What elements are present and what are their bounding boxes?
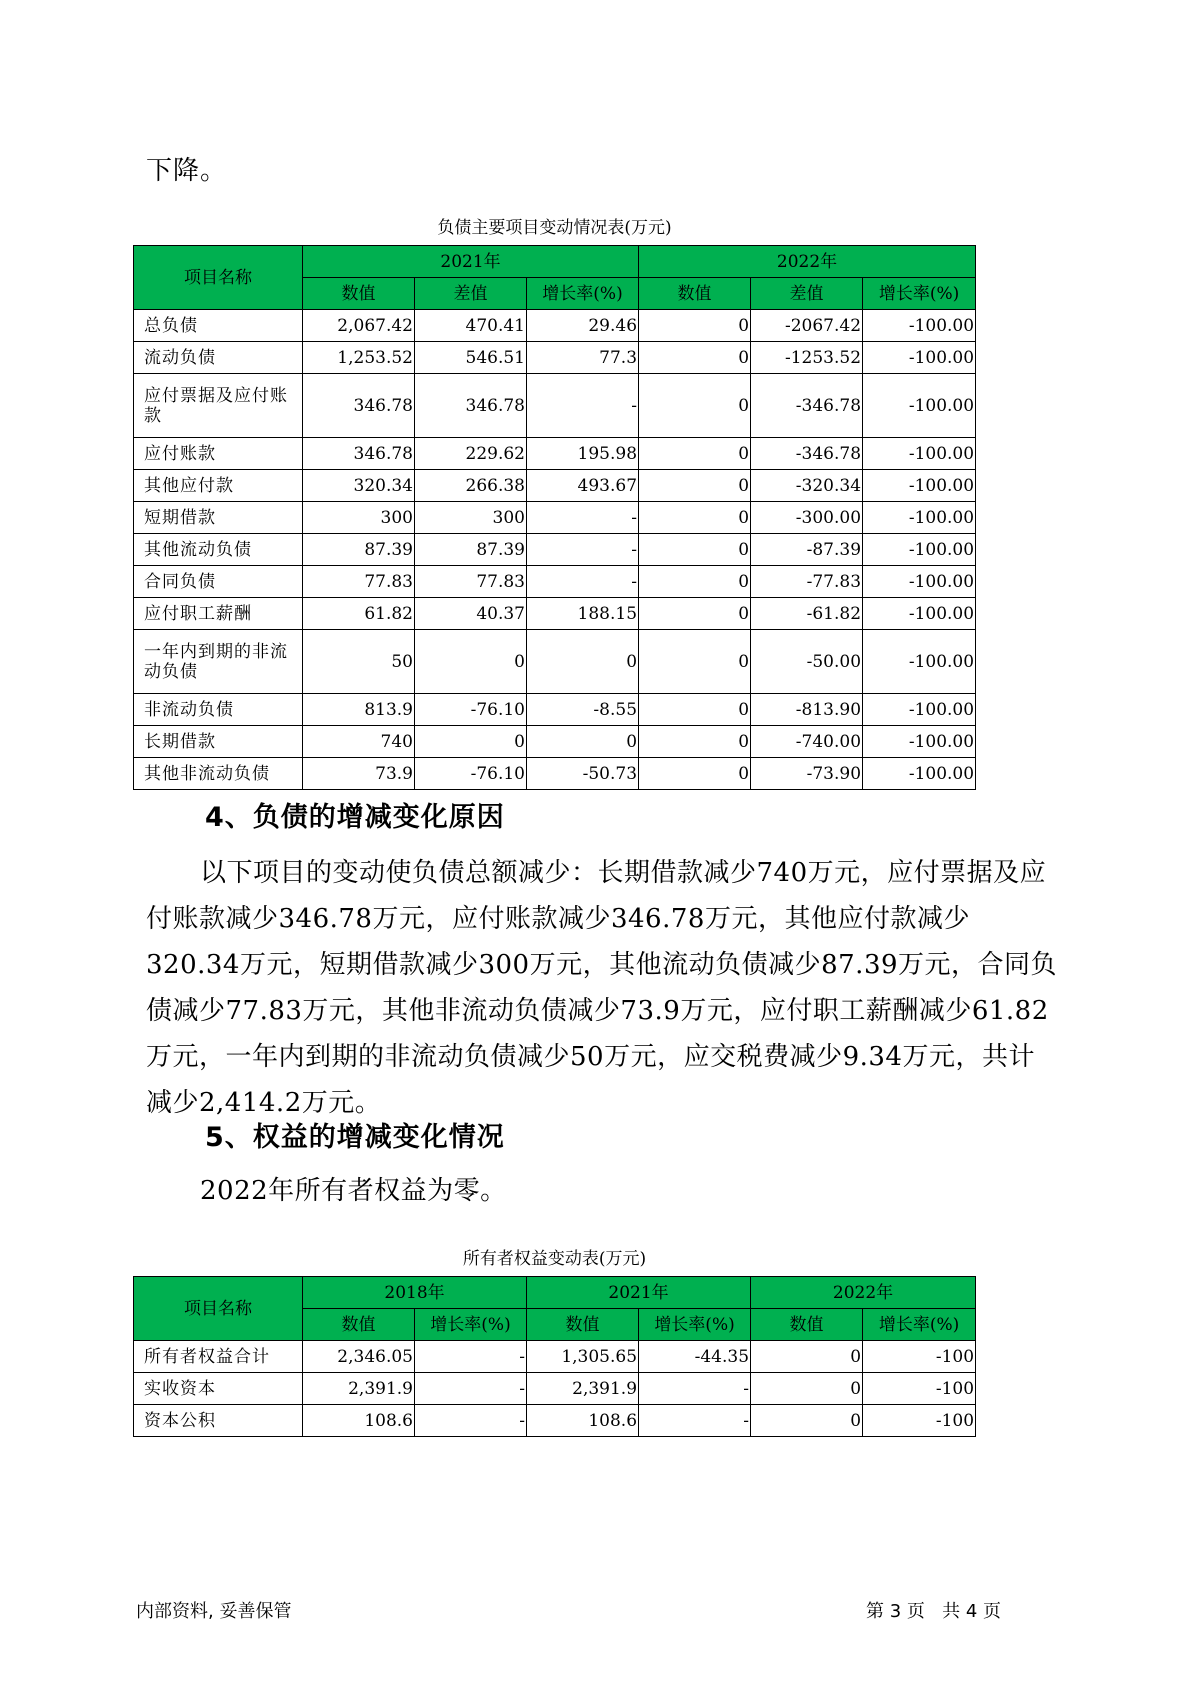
row-item-name: 应付职工薪酬 (134, 598, 303, 630)
row-item-name: 长期借款 (134, 726, 303, 758)
row-cell: 29.46 (527, 310, 639, 342)
row-cell: 470.41 (415, 310, 527, 342)
row-cell: 813.9 (303, 694, 415, 726)
subheader-diff: 差值 (751, 278, 863, 310)
row-cell: 0 (639, 374, 751, 438)
row-cell: - (527, 566, 639, 598)
row-cell: 320.34 (303, 470, 415, 502)
row-item-name: 所有者权益合计 (134, 1341, 303, 1373)
table-header-row (134, 1277, 976, 1309)
subheader-growth: 增长率(%) (863, 278, 976, 310)
subheader-growth: 增长率(%) (863, 1309, 976, 1341)
table-header-row (134, 246, 976, 278)
row-cell: -100.00 (863, 758, 976, 790)
row-cell: 195.98 (527, 438, 639, 470)
row-item-name: 短期借款 (134, 502, 303, 534)
row-cell: -61.82 (751, 598, 863, 630)
table-row (134, 630, 976, 694)
row-cell: - (415, 1341, 527, 1373)
row-cell: -100.00 (863, 630, 976, 694)
row-cell: -346.78 (751, 438, 863, 470)
row-cell: - (415, 1373, 527, 1405)
row-cell: 0 (527, 726, 639, 758)
row-cell: -100.00 (863, 726, 976, 758)
row-cell: 0 (639, 310, 751, 342)
row-cell: 300 (303, 502, 415, 534)
section5-paragraph: 2022年所有者权益为零。 (200, 1176, 507, 1206)
table-row (134, 1373, 976, 1405)
row-cell: 77.83 (303, 566, 415, 598)
row-cell: - (639, 1405, 751, 1437)
row-cell: -320.34 (751, 470, 863, 502)
table-row (134, 310, 976, 342)
row-cell: -1253.52 (751, 342, 863, 374)
row-item-name: 流动负债 (134, 342, 303, 374)
table-row (134, 470, 976, 502)
row-cell: -100.00 (863, 566, 976, 598)
row-cell: 2,391.9 (303, 1373, 415, 1405)
liabilities-table (133, 245, 976, 790)
row-cell: -50.00 (751, 630, 863, 694)
row-cell: 0 (639, 694, 751, 726)
table-row (134, 694, 976, 726)
footer-confidential: 内部资料, 妥善保管 (136, 1601, 292, 1622)
subheader-growth: 增长率(%) (527, 278, 639, 310)
row-cell: -8.55 (527, 694, 639, 726)
row-cell: 2,391.9 (527, 1373, 639, 1405)
row-cell: - (527, 374, 639, 438)
row-cell: -100.00 (863, 598, 976, 630)
section4-paragraph: 以下项目的变动使负债总额减少：长期借款减少740万元，应付票据及应付账款减少346.78万元，应付账款减少346.78万元，其他应付款减少320.34万元，短期借款减少300万元，其他流动负债减少87.39万元，合同负债减少77.83万元，其他非流动负债减少73.9万元，应付职工薪酬减少61.82万元，一年内到期的非流动负债减少50万元，应交税费减少9.34万元，共计减少2,414.2万元。 (146, 858, 1058, 1118)
row-cell: 0 (415, 630, 527, 694)
table-row (134, 374, 976, 438)
row-cell: -44.35 (639, 1341, 751, 1373)
row-cell: 546.51 (415, 342, 527, 374)
row-item-name: 资本公积 (134, 1405, 303, 1437)
subheader-growth: 增长率(%) (415, 1309, 527, 1341)
row-cell: -100.00 (863, 374, 976, 438)
row-cell: 0 (639, 534, 751, 566)
row-item-name: 总负债 (134, 310, 303, 342)
row-cell: 0 (639, 342, 751, 374)
row-cell: -740.00 (751, 726, 863, 758)
table1-section (133, 213, 976, 790)
table2-caption: 所有者权益变动表(万元) (462, 1249, 647, 1269)
row-cell: 77.3 (527, 342, 639, 374)
header-year-2021: 2021年 (527, 1277, 751, 1309)
row-item-name: 合同负债 (134, 566, 303, 598)
row-cell: 77.83 (415, 566, 527, 598)
subheader-growth: 增长率(%) (639, 1309, 751, 1341)
row-item-name: 其他流动负债 (134, 534, 303, 566)
row-cell: 0 (415, 726, 527, 758)
row-cell: 40.37 (415, 598, 527, 630)
row-cell: 50 (303, 630, 415, 694)
row-cell: -100.00 (863, 534, 976, 566)
row-cell: 73.9 (303, 758, 415, 790)
row-cell: 0 (639, 726, 751, 758)
row-cell: 0 (639, 566, 751, 598)
table2-section (133, 1244, 976, 1437)
header-item-name: 项目名称 (134, 246, 303, 310)
header-year-2018: 2018年 (303, 1277, 527, 1309)
table-row (134, 1341, 976, 1373)
row-cell: 346.78 (303, 438, 415, 470)
row-item-name: 其他非流动负债 (134, 758, 303, 790)
row-cell: -100.00 (863, 438, 976, 470)
table-row (134, 598, 976, 630)
subheader-value: 数值 (639, 278, 751, 310)
row-cell: 108.6 (527, 1405, 639, 1437)
intro-text: 下降。 (146, 156, 228, 186)
row-cell: -100.00 (863, 310, 976, 342)
row-cell: 2,067.42 (303, 310, 415, 342)
header-year-2022: 2022年 (639, 246, 976, 278)
subheader-value: 数值 (527, 1309, 639, 1341)
subheader-diff: 差值 (415, 278, 527, 310)
row-item-name: 其他应付款 (134, 470, 303, 502)
row-cell: 0 (639, 438, 751, 470)
row-cell: 87.39 (415, 534, 527, 566)
header-year-2021: 2021年 (303, 246, 639, 278)
row-cell: 0 (751, 1405, 863, 1437)
row-cell: 300 (415, 502, 527, 534)
subheader-value: 数值 (303, 1309, 415, 1341)
row-cell: -100 (863, 1373, 976, 1405)
row-cell: 0 (639, 758, 751, 790)
row-cell: 188.15 (527, 598, 639, 630)
row-cell: 229.62 (415, 438, 527, 470)
row-cell: -100.00 (863, 694, 976, 726)
row-cell: - (415, 1405, 527, 1437)
row-cell: -100 (863, 1405, 976, 1437)
table-row (134, 534, 976, 566)
row-cell: -346.78 (751, 374, 863, 438)
row-cell: 346.78 (415, 374, 527, 438)
row-cell: -100.00 (863, 342, 976, 374)
row-cell: 0 (639, 598, 751, 630)
row-item-name: 非流动负债 (134, 694, 303, 726)
table-row (134, 758, 976, 790)
row-cell: -50.73 (527, 758, 639, 790)
row-cell: 0 (639, 470, 751, 502)
row-cell: -100.00 (863, 470, 976, 502)
table-row (134, 566, 976, 598)
row-cell: 2,346.05 (303, 1341, 415, 1373)
header-year-2022: 2022年 (751, 1277, 976, 1309)
table-row (134, 1405, 976, 1437)
row-cell: -73.90 (751, 758, 863, 790)
row-item-name: 实收资本 (134, 1373, 303, 1405)
table-row (134, 342, 976, 374)
row-cell: 740 (303, 726, 415, 758)
row-cell: 0 (639, 502, 751, 534)
row-cell: 0 (751, 1341, 863, 1373)
footer-page-number: 第 3 页 共 4 页 (866, 1601, 1001, 1622)
table-row (134, 438, 976, 470)
table-row (134, 502, 976, 534)
subheader-value: 数值 (303, 278, 415, 310)
row-cell: 61.82 (303, 598, 415, 630)
row-cell: -100 (863, 1341, 976, 1373)
row-cell: 108.6 (303, 1405, 415, 1437)
section4-heading: 4、负债的增减变化原因 (205, 802, 505, 833)
row-cell: 0 (639, 630, 751, 694)
row-item-name: 应付账款 (134, 438, 303, 470)
row-cell: 1,253.52 (303, 342, 415, 374)
row-cell: 0 (527, 630, 639, 694)
row-cell: - (527, 502, 639, 534)
section5-heading: 5、权益的增减变化情况 (205, 1122, 505, 1153)
row-cell: -100.00 (863, 502, 976, 534)
row-cell: 266.38 (415, 470, 527, 502)
subheader-value: 数值 (751, 1309, 863, 1341)
row-cell: 87.39 (303, 534, 415, 566)
row-cell: -813.90 (751, 694, 863, 726)
row-cell: 0 (751, 1373, 863, 1405)
row-cell: -2067.42 (751, 310, 863, 342)
row-item-name: 应付票据及应付账款 (134, 374, 303, 438)
row-cell: -300.00 (751, 502, 863, 534)
row-cell: -77.83 (751, 566, 863, 598)
row-cell: 493.67 (527, 470, 639, 502)
table1-caption: 负债主要项目变动情况表(万元) (437, 218, 672, 238)
row-cell: -76.10 (415, 758, 527, 790)
row-cell: - (527, 534, 639, 566)
row-cell: -76.10 (415, 694, 527, 726)
equity-table (133, 1276, 976, 1437)
header-item-name: 项目名称 (134, 1277, 303, 1341)
row-cell: - (639, 1373, 751, 1405)
row-item-name: 一年内到期的非流动负债 (134, 630, 303, 694)
row-cell: 1,305.65 (527, 1341, 639, 1373)
table-row (134, 726, 976, 758)
row-cell: 346.78 (303, 374, 415, 438)
row-cell: -87.39 (751, 534, 863, 566)
